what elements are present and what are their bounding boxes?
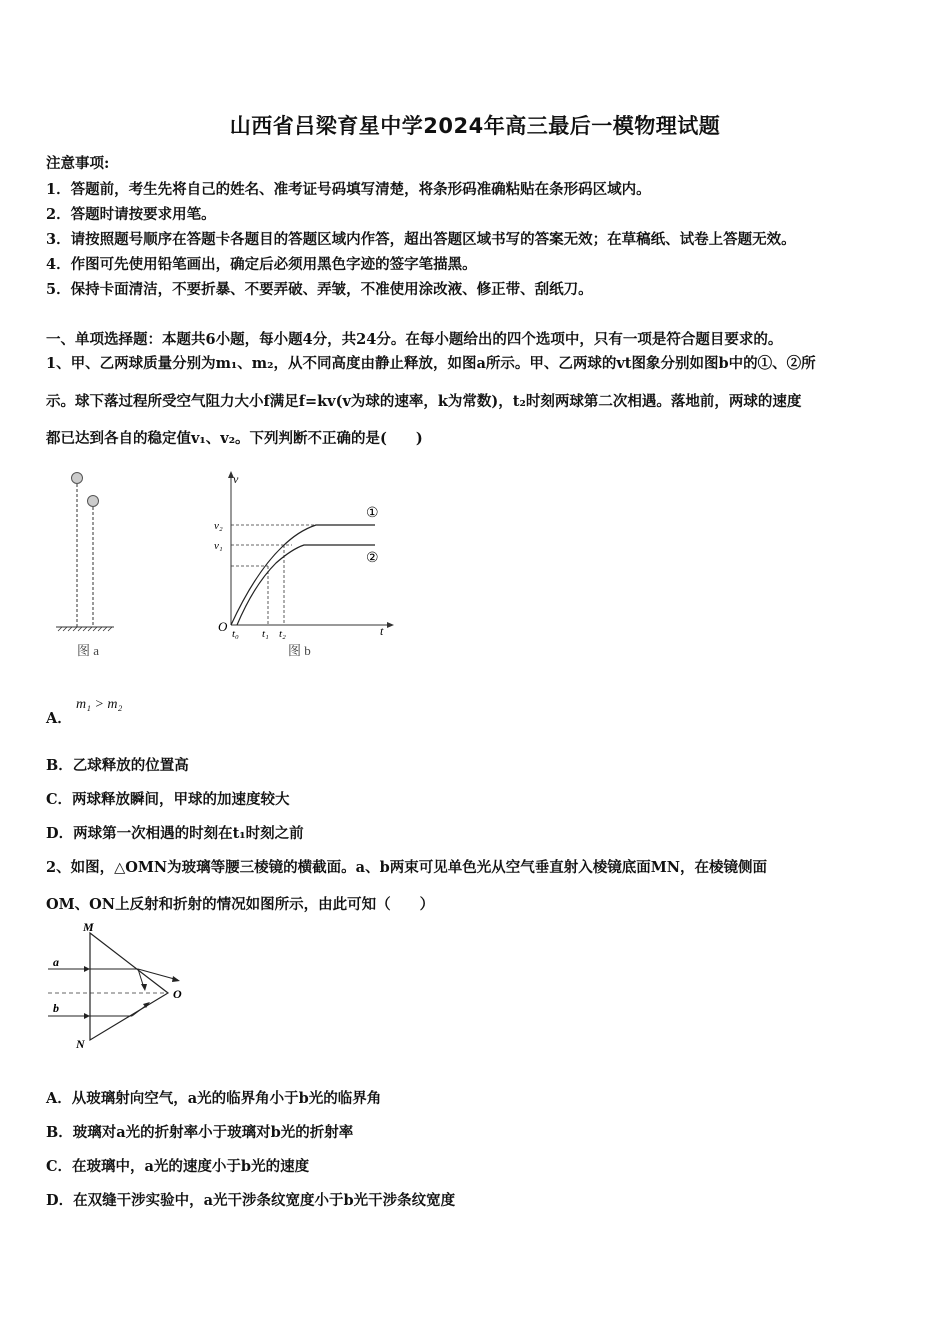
curve-2	[237, 545, 375, 625]
figure-b	[210, 465, 400, 665]
question-2-line: OM、ON上反射和折射的情况如图所示，由此可知（ ）	[46, 896, 435, 913]
notice-item: 1．答题前，考生先将自己的姓名、准考证号码填写清楚，将条形码准确粘贴在条形码区域内。	[46, 181, 651, 198]
notice-item: 3．请按照题号顺序在答题卡各题目的答题区域内作答，超出答题区域书写的答案无效；在草稿纸、试卷上答题无效。	[46, 231, 796, 248]
label-n: N	[76, 1037, 85, 1051]
ball-jia	[72, 473, 83, 484]
notice-item: 5．保持卡面清洁，不要折暴、不要弄破、弄皱，不准使用涂改液、修正带、刮纸刀。	[46, 281, 593, 298]
v2-label: v₂	[214, 520, 223, 532]
label-m: M	[83, 920, 94, 934]
question-1-line: 都已达到各自的稳定值v₁、v₂。下列判断不正确的是( )	[46, 430, 423, 447]
question-1-line: 示。球下落过程所受空气阻力大小f满足f=kv(v为球的速率，k为常数)，t₂时刻两球第二次相遇。落地前，两球的速度	[46, 393, 802, 410]
option-c: C．两球释放瞬间，甲球的加速度较大	[46, 791, 290, 808]
t1-label: t₁	[262, 628, 269, 640]
option-b: B．乙球释放的位置高	[46, 757, 189, 774]
label-o: O	[173, 987, 182, 1001]
notice-heading: 注意事项:	[46, 155, 110, 172]
option-b: B．玻璃对a光的折射率小于玻璃对b光的折射率	[46, 1124, 354, 1141]
option-d: D．在双缝干涉实验中，a光干涉条纹宽度小于b光干涉条纹宽度	[46, 1192, 456, 1209]
curve-2-label: ②	[366, 551, 379, 566]
option-a: A．从玻璃射向空气，a光的临界角小于b光的临界角	[46, 1090, 382, 1107]
option-c: C．在玻璃中，a光的速度小于b光的速度	[46, 1158, 310, 1175]
t-axis-label: t	[380, 624, 384, 638]
question-2-line: 2、如图，△OMN为玻璃等腰三棱镜的横截面。a、b两束可见单色光从空气垂直射入棱镜底面MN，在棱镜侧面	[46, 859, 768, 876]
section-heading: 一、单项选择题：本题共6小题，每小题4分，共24分。在每小题给出的四个选项中，只有一项是符合题目要求的。	[46, 331, 783, 348]
notice-item: 2．答题时请按要求用笔。	[46, 206, 216, 223]
curve-1	[231, 525, 375, 625]
question-1-line: 1、甲、乙两球质量分别为m₁、m₂，从不同高度由静止释放，如图a所示。甲、乙两球的vt图象分别如图b中的①、②所	[46, 355, 816, 372]
option-a-label: A．	[46, 710, 72, 727]
label-b: b	[53, 1001, 59, 1015]
v-axis-label: v	[233, 472, 239, 486]
ball-yi	[88, 496, 99, 507]
prism-figure	[40, 918, 200, 1058]
page-title: 山西省吕梁育星中学2024年高三最后一模物理试题	[229, 114, 721, 138]
option-d: D．两球第一次相遇的时刻在t₁时刻之前	[46, 825, 304, 842]
curve-1-label: ①	[366, 506, 379, 521]
origin-label: O	[218, 619, 228, 634]
t0-label: t₀	[232, 628, 239, 640]
figure-b-caption: 图 b	[288, 643, 311, 658]
v1-label: v₁	[214, 540, 223, 552]
t2-label: t₂	[279, 628, 286, 640]
figure-a	[50, 465, 130, 665]
option-a-formula: m₁ > m₂	[76, 697, 123, 712]
figure-a-caption: 图 a	[77, 643, 100, 658]
notice-item: 4．作图可先使用铅笔画出，确定后必须用黑色字迹的签字笔描黑。	[46, 256, 477, 273]
label-a: a	[53, 955, 59, 969]
